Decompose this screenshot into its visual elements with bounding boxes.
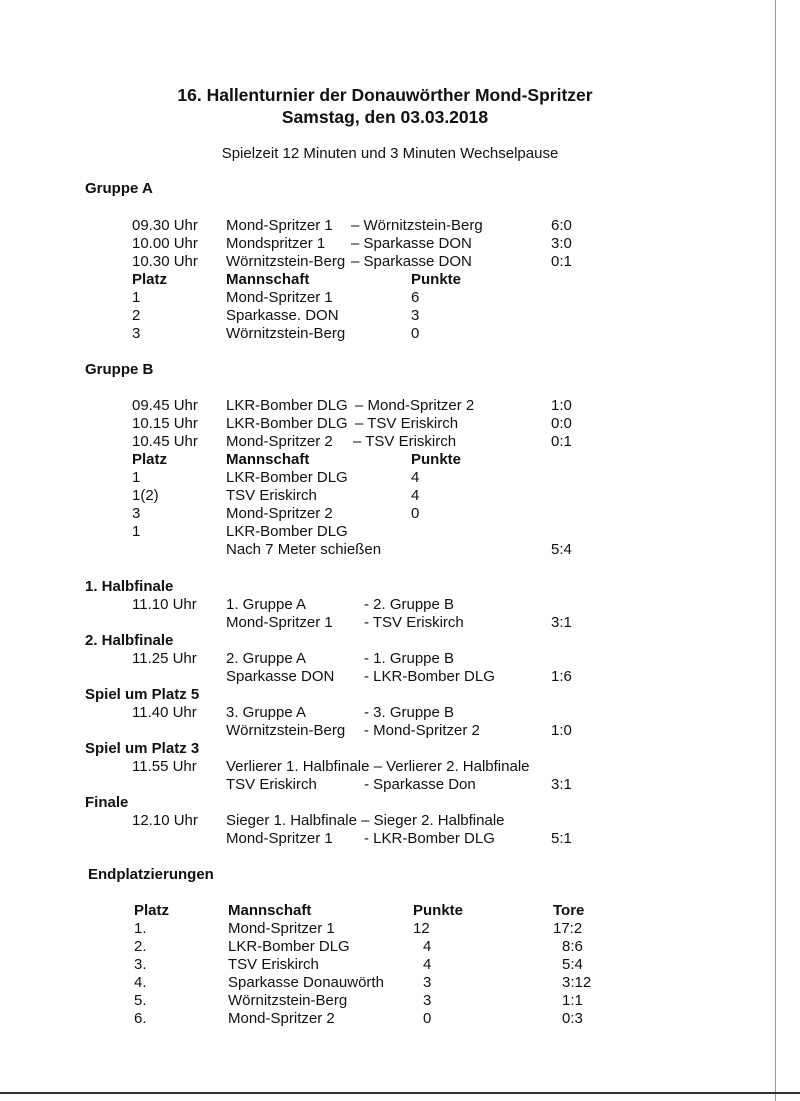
page-subtitle: Spielzeit 12 Minuten und 3 Minuten Wechselpause <box>221 145 559 162</box>
table-cell-team: Sparkasse. DON <box>226 307 339 324</box>
knockout-slot-home: 3. Gruppe A <box>226 704 307 721</box>
final-cell-tore: 3:12 <box>562 974 592 991</box>
table-cell-team: Wörnitzstein-Berg <box>226 325 346 342</box>
table-cell-punkte: 0 <box>411 325 420 342</box>
final-cell-team: TSV Eriskirch <box>228 956 319 973</box>
knockout-score: 5:1 <box>551 830 572 847</box>
knockout-away: - LKR-Bomber DLG <box>364 668 495 685</box>
final-cell-punkte: 3 <box>423 992 432 1009</box>
table-header-mannschaft: Mannschaft <box>226 271 310 288</box>
match-away: – Sparkasse DON <box>351 235 472 252</box>
final-cell-team: Wörnitzstein-Berg <box>228 992 348 1009</box>
knockout-home: TSV Eriskirch <box>226 776 317 793</box>
final-header-punkte: Punkte <box>413 902 464 919</box>
match-score: 0:1 <box>551 433 572 450</box>
final-cell-platz: 3. <box>134 956 147 973</box>
table-cell-team: LKR-Bomber DLG <box>226 469 348 486</box>
table-cell-punkte: 4 <box>411 469 420 486</box>
scan-edge-bottom <box>0 1092 800 1094</box>
table-cell-platz: 1 <box>132 523 141 540</box>
knockout-score: 3:1 <box>551 614 572 631</box>
match-score: 1:0 <box>551 397 572 414</box>
page-date: Samstag, den 03.03.2018 <box>281 107 489 127</box>
final-cell-team: Mond-Spritzer 2 <box>228 1010 335 1027</box>
match-time: 09.30 Uhr <box>132 217 198 234</box>
final-cell-team: Sparkasse Donauwörth <box>228 974 384 991</box>
table-cell-platz: 1 <box>132 289 141 306</box>
table-cell-platz: 3 <box>132 505 141 522</box>
table-cell-platz: 3 <box>132 325 141 342</box>
shootout-score: 5:4 <box>551 541 572 558</box>
match-away: – Mond-Spritzer 2 <box>355 397 475 414</box>
knockout-slot-home: Sieger 1. Halbfinale – Sieger 2. Halbfinale <box>226 812 505 829</box>
final-cell-team: LKR-Bomber DLG <box>228 938 350 955</box>
knockout-home: Mond-Spritzer 1 <box>226 614 333 631</box>
final-cell-tore: 17:2 <box>553 920 583 937</box>
table-cell-platz: 1 <box>132 469 141 486</box>
knockout-score: 1:6 <box>551 668 572 685</box>
match-score: 0:0 <box>551 415 572 432</box>
match-away: – Wörnitzstein-Berg <box>351 217 483 234</box>
section-label-gruppe-a: Gruppe A <box>85 180 153 197</box>
final-cell-punkte: 4 <box>423 938 432 955</box>
knockout-time: 11.10 Uhr <box>132 596 197 613</box>
match-score: 0:1 <box>551 253 572 270</box>
table-header-punkte: Punkte <box>411 451 462 468</box>
final-header-platz: Platz <box>134 902 170 919</box>
knockout-away: - LKR-Bomber DLG <box>364 830 495 847</box>
knockout-label: Spiel um Platz 3 <box>85 740 200 757</box>
knockout-time: 11.25 Uhr <box>132 650 197 667</box>
final-cell-tore: 5:4 <box>562 956 583 973</box>
match-home: Mond-Spritzer 2 <box>226 433 333 450</box>
final-cell-platz: 4. <box>134 974 147 991</box>
section-label-endplatzierungen: Endplatzierungen <box>88 866 214 883</box>
match-score: 3:0 <box>551 235 572 252</box>
match-time: 10.00 Uhr <box>132 235 198 252</box>
final-cell-team: Mond-Spritzer 1 <box>228 920 335 937</box>
final-cell-tore: 0:3 <box>562 1010 583 1027</box>
match-time: 10.45 Uhr <box>132 433 198 450</box>
final-cell-punkte: 3 <box>423 974 432 991</box>
knockout-slot-away: - 2. Gruppe B <box>364 596 455 613</box>
table-header-mannschaft: Mannschaft <box>226 451 310 468</box>
knockout-score: 3:1 <box>551 776 572 793</box>
table-cell-team: TSV Eriskirch <box>226 487 317 504</box>
match-home: Mondspritzer 1 <box>226 235 326 252</box>
table-cell-team: LKR-Bomber DLG <box>226 523 348 540</box>
match-time: 10.15 Uhr <box>132 415 198 432</box>
section-label-gruppe-b: Gruppe B <box>85 361 154 378</box>
final-cell-platz: 6. <box>134 1010 147 1027</box>
knockout-away: - Mond-Spritzer 2 <box>364 722 480 739</box>
match-home: Mond-Spritzer 1 <box>226 217 333 234</box>
knockout-slot-home: Verlierer 1. Halbfinale – Verlierer 2. Halbfinale <box>226 758 530 775</box>
final-cell-platz: 5. <box>134 992 147 1009</box>
knockout-label: Spiel um Platz 5 <box>85 686 200 703</box>
knockout-label: 2. Halbfinale <box>85 632 174 649</box>
match-away: – TSV Eriskirch <box>355 415 459 432</box>
match-home: Wörnitzstein-Berg <box>226 253 346 270</box>
page-title: 16. Hallenturnier der Donauwörther Mond-Spritzer <box>177 85 593 105</box>
table-cell-platz: 1(2) <box>132 487 159 504</box>
knockout-slot-home: 2. Gruppe A <box>226 650 307 667</box>
final-cell-tore: 8:6 <box>562 938 583 955</box>
knockout-away: - TSV Eriskirch <box>364 614 464 631</box>
table-cell-punkte: 0 <box>411 505 420 522</box>
match-time: 10.30 Uhr <box>132 253 198 270</box>
table-cell-team: Mond-Spritzer 1 <box>226 289 333 306</box>
table-header-platz: Platz <box>132 271 168 288</box>
scan-edge-right <box>775 0 776 1101</box>
knockout-home: Sparkasse DON <box>226 668 335 685</box>
knockout-label: 1. Halbfinale <box>85 578 174 595</box>
table-cell-platz: 2 <box>132 307 141 324</box>
knockout-score: 1:0 <box>551 722 572 739</box>
table-cell-punkte: 4 <box>411 487 420 504</box>
table-header-platz: Platz <box>132 451 168 468</box>
shootout-note: Nach 7 Meter schießen <box>226 541 382 558</box>
match-score: 6:0 <box>551 217 572 234</box>
final-cell-punkte: 4 <box>423 956 432 973</box>
table-cell-punkte: 6 <box>411 289 420 306</box>
table-cell-team: Mond-Spritzer 2 <box>226 505 333 522</box>
final-header-mannschaft: Mannschaft <box>228 902 312 919</box>
match-home: LKR-Bomber DLG <box>226 397 348 414</box>
table-header-punkte: Punkte <box>411 271 462 288</box>
knockout-home: Mond-Spritzer 1 <box>226 830 333 847</box>
match-away: – TSV Eriskirch <box>353 433 457 450</box>
knockout-label: Finale <box>85 794 129 811</box>
match-away: – Sparkasse DON <box>351 253 472 270</box>
knockout-home: Wörnitzstein-Berg <box>226 722 346 739</box>
final-cell-punkte: 0 <box>423 1010 432 1027</box>
knockout-slot-away: - 1. Gruppe B <box>364 650 455 667</box>
final-cell-tore: 1:1 <box>562 992 583 1009</box>
table-cell-punkte: 3 <box>411 307 420 324</box>
match-home: LKR-Bomber DLG <box>226 415 348 432</box>
knockout-away: - Sparkasse Don <box>364 776 476 793</box>
knockout-time: 11.55 Uhr <box>132 758 197 775</box>
knockout-time: 12.10 Uhr <box>132 812 198 829</box>
match-time: 09.45 Uhr <box>132 397 198 414</box>
knockout-slot-home: 1. Gruppe A <box>226 596 307 613</box>
knockout-time: 11.40 Uhr <box>132 704 197 721</box>
final-cell-platz: 2. <box>134 938 147 955</box>
final-cell-punkte: 12 <box>413 920 430 937</box>
final-cell-platz: 1. <box>134 920 147 937</box>
final-header-tore: Tore <box>553 902 585 919</box>
knockout-slot-away: - 3. Gruppe B <box>364 704 455 721</box>
